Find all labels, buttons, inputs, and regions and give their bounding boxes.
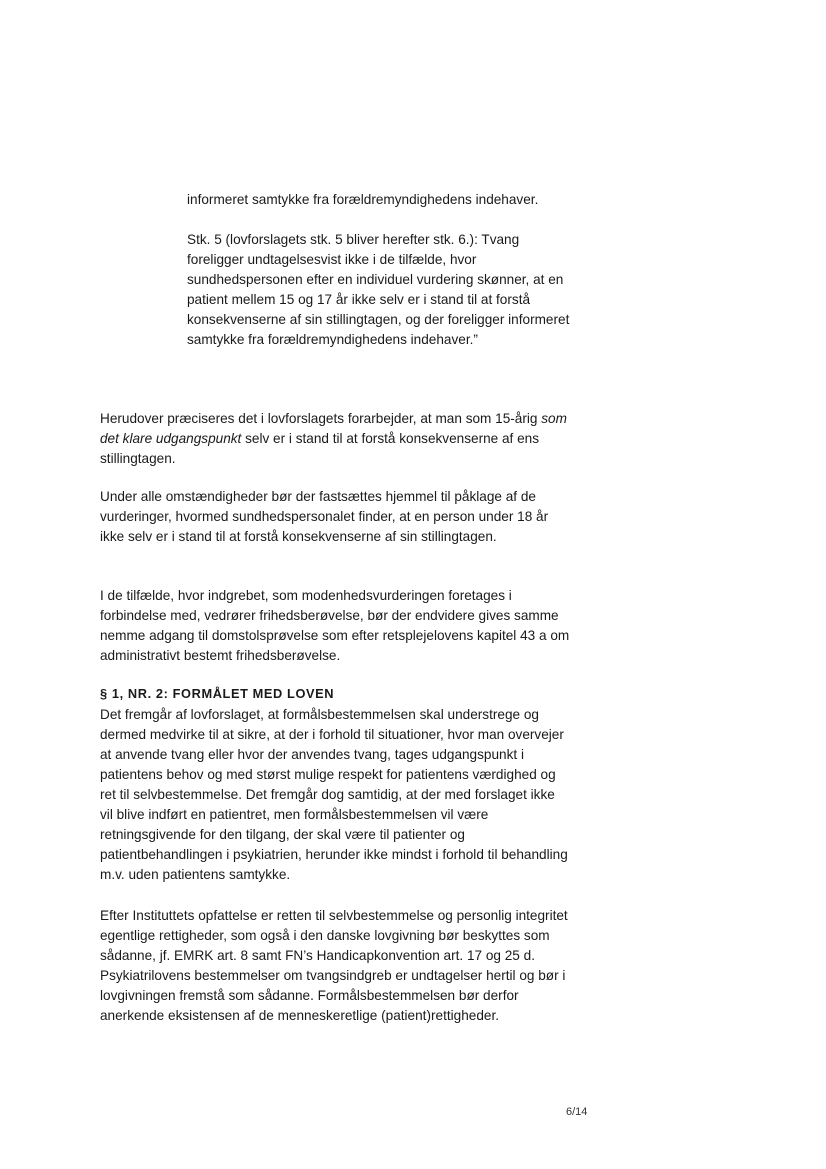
efter-text: Efter Instituttets opfattelse er retten til selvbestemmelse og personlig integritet egentlige rettigheder, som også i den danske lovgivning bør beskyttes som sådanne, jf. EMRK art. 8 samt FN’s Handicapkonvention art. 17 og 25 d. Psykiatrilovens bestemmelser om tvangsindgreb er undtagelser hertil og bør i lovgivningen fremstå som sådanne. Formålsbestemmelsen bør derfor anerkende eksistensen af de menneskeretlige (patient)rettigheder. (100, 908, 568, 1023)
tilfaelde-text: I de tilfælde, hvor indgrebet, som modenhedsvurderingen foretages i forbindelse med, vedrører frihedsberøvelse, bør der endvidere gives samme nemme adgang til domstolsprøvelse som efter retsplejelovens kapitel 43 a om administrativt bestemt frihedsberøvelse. (100, 588, 570, 663)
paragraph-formaal (100, 705, 570, 885)
quote-paragraph-1: informeret samtykke fra forældremyndighedens indehaver. (187, 192, 539, 207)
herudover-text-end: selv er i stand til at forstå konsekvenserne af ens stillingtagen. (100, 431, 540, 466)
page-number: 6/14 (566, 1106, 588, 1118)
herudover-text-start: Herudover præciseres det i lovforslagets forarbejder, at man som 15-årig (100, 411, 542, 426)
paragraph-herudover (100, 409, 570, 469)
paragraph-efter-instituttets (100, 906, 570, 1026)
quoted-law-text (187, 190, 577, 350)
herudover-emphasis: som det klare udgangspunkt (100, 411, 567, 446)
section-heading: § 1, NR. 2: FORMÅLET MED LOVEN (100, 686, 335, 701)
paragraph-under-alle (100, 487, 570, 547)
paragraph-i-de-tilfaelde (100, 586, 570, 666)
under-alle-text: Under alle omstændigheder bør der fastsættes hjemmel til påklage af de vurderinger, hvormed sundhedspersonalet finder, at en person under 18 år ikke selv er i stand til at forstå konsekvenserne af sin stillingtagen. (100, 489, 549, 544)
formaal-text: Det fremgår af lovforslaget, at formålsbestemmelsen skal understrege og dermed medvirke til at sikre, at der i forhold til situationer, hvor man overvejer at anvende tvang eller hvor der anvendes tvang, tages udgangspunkt i patientens behov og med størst mulige respekt for patientens værdighed og ret til selvbestemmelse. Det fremgår dog samtidig, at der med forslaget ikke vil blive indført en patientret, men formålsbestemmelsen vil være retningsgivende for den tilgang, der skal være til patienter og patientbehandlingen i psykiatrien, herunder ikke mindst i forhold til behandling m.v. uden patientens samtykke. (100, 707, 568, 882)
quote-paragraph-stk5: Stk. 5 (lovforslagets stk. 5 bliver herefter stk. 6.): Tvang foreligger undtagelsesvist ikke i de tilfælde, hvor sundhedspersonen efter en individuel vurdering skønner, at en patient mellem 15 og 17 år ikke selv er i stand til at forstå konsekvenserne af sin stillingtagen, og der foreligger informeret samtykke fra forældremyndighedens indehaver.” (187, 232, 570, 347)
